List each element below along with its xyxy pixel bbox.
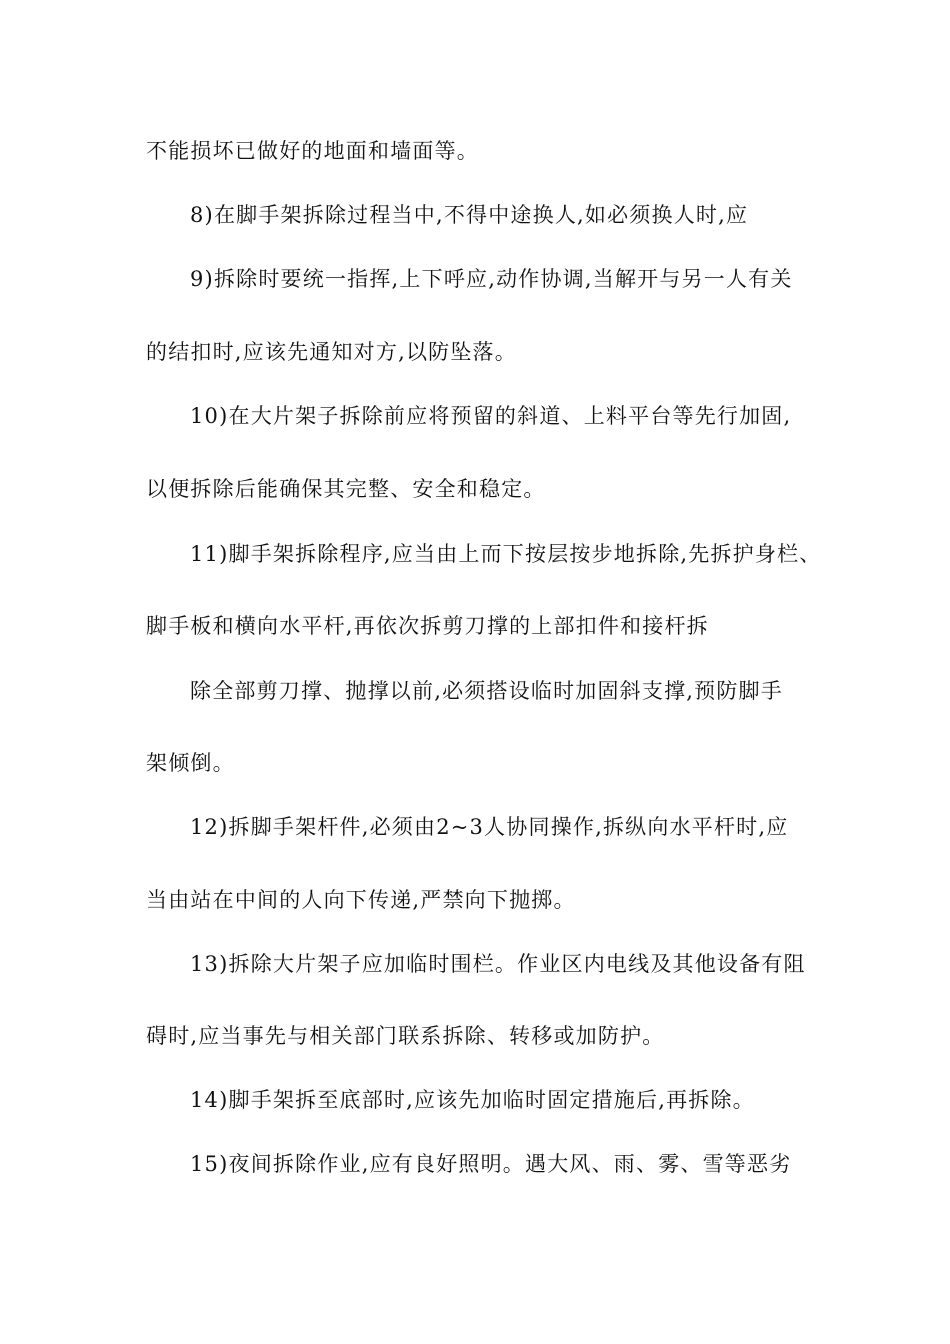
text-line-1: 不能损坏已做好的地面和墙面等。 (146, 139, 479, 163)
text-line-14: 碍时,应当事先与相关部门联系拆除、转移或加防护。 (146, 1024, 665, 1048)
text-line-3: 9)拆除时要统一指挥,上下呼应,动作协调,当解开与另一人有关 (190, 267, 793, 291)
text-line-16: 15)夜间拆除作业,应有良好照明。遇大风、雨、雾、雪等恶劣 (190, 1152, 792, 1176)
text-line-5: 10)在大片架子拆除前应将预留的斜道、上料平台等先行加固, (190, 404, 792, 428)
text-line-2: 8)在脚手架拆除过程当中,不得中途换人,如必须换人时,应 (190, 203, 749, 227)
text-line-8: 脚手板和横向水平杆,再依次拆剪刀撑的上部扣件和接杆拆 (146, 614, 709, 638)
text-line-13: 13)拆除大片架子应加临时围栏。作业区内电线及其他设备有阻 (190, 952, 806, 976)
text-line-15: 14)脚手架拆至底部时,应该先加临时固定措施后,再拆除。 (190, 1088, 755, 1112)
text-line-7: 11)脚手架拆除程序,应当由上而下按层按步地拆除,先拆护身栏、 (190, 542, 822, 566)
text-line-10: 架倾倒。 (146, 751, 235, 775)
text-line-4: 的结扣时,应该先通知对方,以防坠落。 (146, 340, 517, 364)
text-line-6: 以便拆除后能确保其完整、安全和稳定。 (146, 477, 546, 501)
text-line-9: 除全部剪刀撑、抛撑以前,必须搭设临时加固斜支撑,预防脚手 (190, 679, 783, 703)
text-line-11: 12)拆脚手架杆件,必须由2~3人协同操作,拆纵向水平杆时,应 (190, 815, 789, 839)
text-line-12: 当由站在中间的人向下传递,严禁向下抛掷。 (146, 888, 576, 912)
